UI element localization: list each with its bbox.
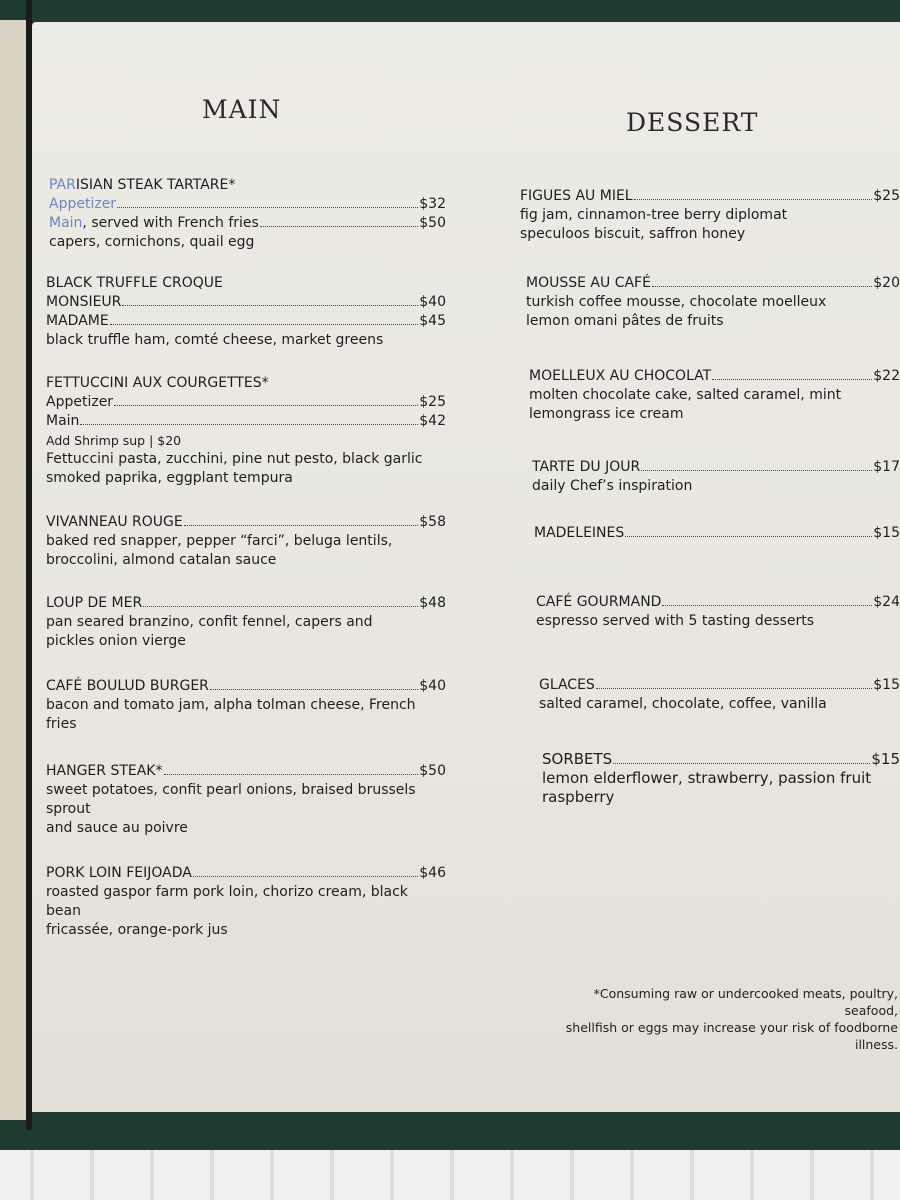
menu-item-burger	[46, 677, 446, 734]
dot-leader	[613, 751, 870, 765]
item-description: roasted gaspor farm pork loin, chorizo cream, black bean	[46, 884, 408, 919]
item-name	[49, 176, 446, 195]
price-row	[46, 412, 446, 431]
price-row	[542, 750, 900, 769]
dot-leader	[712, 367, 872, 380]
dessert-item-glaces	[539, 676, 900, 714]
item-description: speculoos biscuit, saffron honey	[520, 226, 746, 242]
price-row	[46, 594, 446, 613]
item-description: molten chocolate cake, salted caramel, mint	[529, 387, 842, 403]
price-label: Appetizer	[46, 394, 114, 410]
price: $46	[419, 865, 446, 881]
dot-leader	[164, 762, 419, 775]
price-row	[539, 676, 900, 695]
item-description: espresso served with 5 tasting desserts	[536, 613, 815, 629]
price: $42	[419, 413, 446, 429]
price-label: MADAME	[46, 313, 109, 329]
dot-leader	[662, 593, 872, 606]
price: $20	[873, 275, 900, 291]
dot-leader	[184, 513, 419, 526]
price: $15	[871, 750, 900, 768]
item-description: raspberry	[542, 788, 615, 806]
dessert-section-title: DESSERT	[626, 108, 759, 137]
dot-leader	[110, 312, 419, 325]
item-description: baked red snapper, pepper “farci”, beluga lentils,	[46, 533, 393, 549]
dot-leader	[122, 293, 418, 306]
dessert-item-cafe-gourmand	[536, 593, 900, 631]
item-description: fig jam, cinnamon-tree berry diplomat	[520, 207, 788, 223]
item-description: black truffle ham, comté cheese, market greens	[46, 332, 384, 348]
price-row	[46, 312, 446, 331]
dot-leader	[625, 524, 872, 537]
item-addon: Add Shrimp sup | $20	[46, 433, 182, 448]
price-row	[520, 187, 900, 206]
price-label: Main	[46, 413, 80, 429]
price-row	[46, 393, 446, 412]
dot-leader	[193, 864, 418, 877]
item-description: broccolini, almond catalan sauce	[46, 552, 277, 568]
dot-leader	[117, 195, 418, 208]
main-section-title: MAIN	[202, 95, 282, 124]
item-description: pickles onion vierge	[46, 633, 186, 649]
item-description: lemongrass ice cream	[529, 406, 684, 422]
price: $17	[873, 459, 900, 475]
price-label: Main, served with French fries	[49, 215, 259, 231]
price-label: MONSIEUR	[46, 294, 122, 310]
price-label: Appetizer	[49, 196, 117, 212]
price: $50	[419, 215, 446, 231]
item-name: CAFÉ GOURMAND	[536, 594, 662, 610]
item-name: PORK LOIN FEIJOADA	[46, 865, 192, 881]
item-name: FETTUCCINI AUX COURGETTES*	[46, 375, 269, 391]
menu-binding-rod	[26, 0, 32, 1130]
item-description: daily Chef’s inspiration	[532, 478, 693, 494]
item-name: SORBETS	[542, 750, 613, 768]
dot-leader	[634, 187, 873, 200]
price-row	[529, 367, 900, 386]
menu-item-loup-de-mer	[46, 594, 446, 651]
price-row	[536, 593, 900, 612]
item-description: turkish coffee mousse, chocolate moelleux	[526, 294, 827, 310]
item-name-rest: ISIAN STEAK TARTARE*	[75, 177, 236, 193]
item-description: Fettuccini pasta, zucchini, pine nut pesto, black garlic	[46, 451, 423, 467]
item-name: LOUP DE MER	[46, 595, 143, 611]
price-row	[526, 274, 900, 293]
price: $40	[419, 678, 446, 694]
dessert-item-sorbets	[542, 750, 900, 807]
item-description: lemon elderflower, strawberry, passion fruit	[542, 769, 872, 787]
dot-leader	[114, 393, 418, 406]
item-description: capers, cornichons, quail egg	[49, 234, 255, 250]
item-name: VIVANNEAU ROUGE	[46, 514, 183, 530]
menu-item-steak-tartare	[49, 176, 446, 252]
dessert-item-moelleux	[529, 367, 900, 424]
item-name: MADELEINES	[534, 525, 625, 541]
price: $45	[419, 313, 446, 329]
dot-leader	[596, 676, 872, 689]
item-name: FIGUES AU MIEL	[520, 188, 633, 204]
menu-item-pork-loin	[46, 864, 446, 940]
item-description: and sauce au poivre	[46, 820, 188, 836]
item-name: CAFÉ BOULUD BURGER	[46, 678, 209, 694]
dot-leader	[641, 458, 872, 471]
dot-leader	[210, 677, 418, 690]
price-row	[49, 214, 446, 233]
price: $24	[873, 594, 900, 610]
price-row	[49, 195, 446, 214]
menu-item-croque	[46, 274, 446, 350]
price: $15	[873, 677, 900, 693]
main-section	[46, 95, 446, 940]
menu-item-vivanneau-rouge	[46, 513, 446, 570]
price-row	[534, 524, 900, 543]
price: $25	[873, 188, 900, 204]
dessert-item-tarte	[532, 458, 900, 496]
item-description: pan seared branzino, confit fennel, capers and	[46, 614, 373, 630]
item-name: MOUSSE AU CAFÉ	[526, 275, 651, 291]
price: $15	[873, 525, 900, 541]
price-row	[46, 762, 446, 781]
price-row	[46, 293, 446, 312]
item-description: bacon and tomato jam, alpha tolman cheese, French	[46, 697, 416, 713]
item-description: fries	[46, 716, 77, 732]
price: $22	[873, 368, 900, 384]
item-name: GLACES	[539, 677, 595, 693]
price: $58	[419, 514, 446, 530]
item-description: smoked paprika, eggplant tempura	[46, 470, 293, 486]
item-description: lemon omani pâtes de fruits	[526, 313, 724, 329]
dot-leader	[143, 594, 418, 607]
dessert-item-mousse	[526, 274, 900, 331]
dot-leader	[80, 412, 418, 425]
footnote-line: shellfish or eggs may increase your risk of foodborne illness.	[565, 1020, 898, 1052]
item-name: BLACK TRUFFLE CROQUE	[46, 275, 223, 291]
menu-item-fettuccini	[46, 374, 446, 488]
price-row	[46, 513, 446, 532]
item-name-prefix: PAR	[49, 177, 76, 193]
menu-item-hanger-steak	[46, 762, 446, 838]
item-name: TARTE DU JOUR	[532, 459, 641, 475]
dessert-item-figues	[520, 187, 900, 244]
price: $50	[419, 763, 446, 779]
item-name: MOELLEUX AU CHOCOLAT	[529, 368, 712, 384]
dot-leader	[652, 274, 872, 287]
price: $40	[419, 294, 446, 310]
item-description: salted caramel, chocolate, coffee, vanilla	[539, 696, 827, 712]
dessert-section	[520, 108, 900, 807]
item-description: sweet potatoes, confit pearl onions, braised brussels sprout	[46, 782, 416, 817]
price: $25	[419, 394, 446, 410]
dot-leader	[260, 214, 418, 227]
price-row	[532, 458, 900, 477]
price-row	[46, 677, 446, 696]
price: $48	[419, 595, 446, 611]
item-name: HANGER STEAK*	[46, 763, 163, 779]
food-safety-footnote	[548, 985, 898, 1053]
price-row	[46, 864, 446, 883]
footnote-line: *Consuming raw or undercooked meats, poultry, seafood,	[593, 986, 898, 1018]
item-description: fricassée, orange-pork jus	[46, 922, 228, 938]
price: $32	[419, 196, 446, 212]
tablecloth	[0, 1150, 900, 1200]
dessert-item-madeleines	[534, 524, 900, 543]
